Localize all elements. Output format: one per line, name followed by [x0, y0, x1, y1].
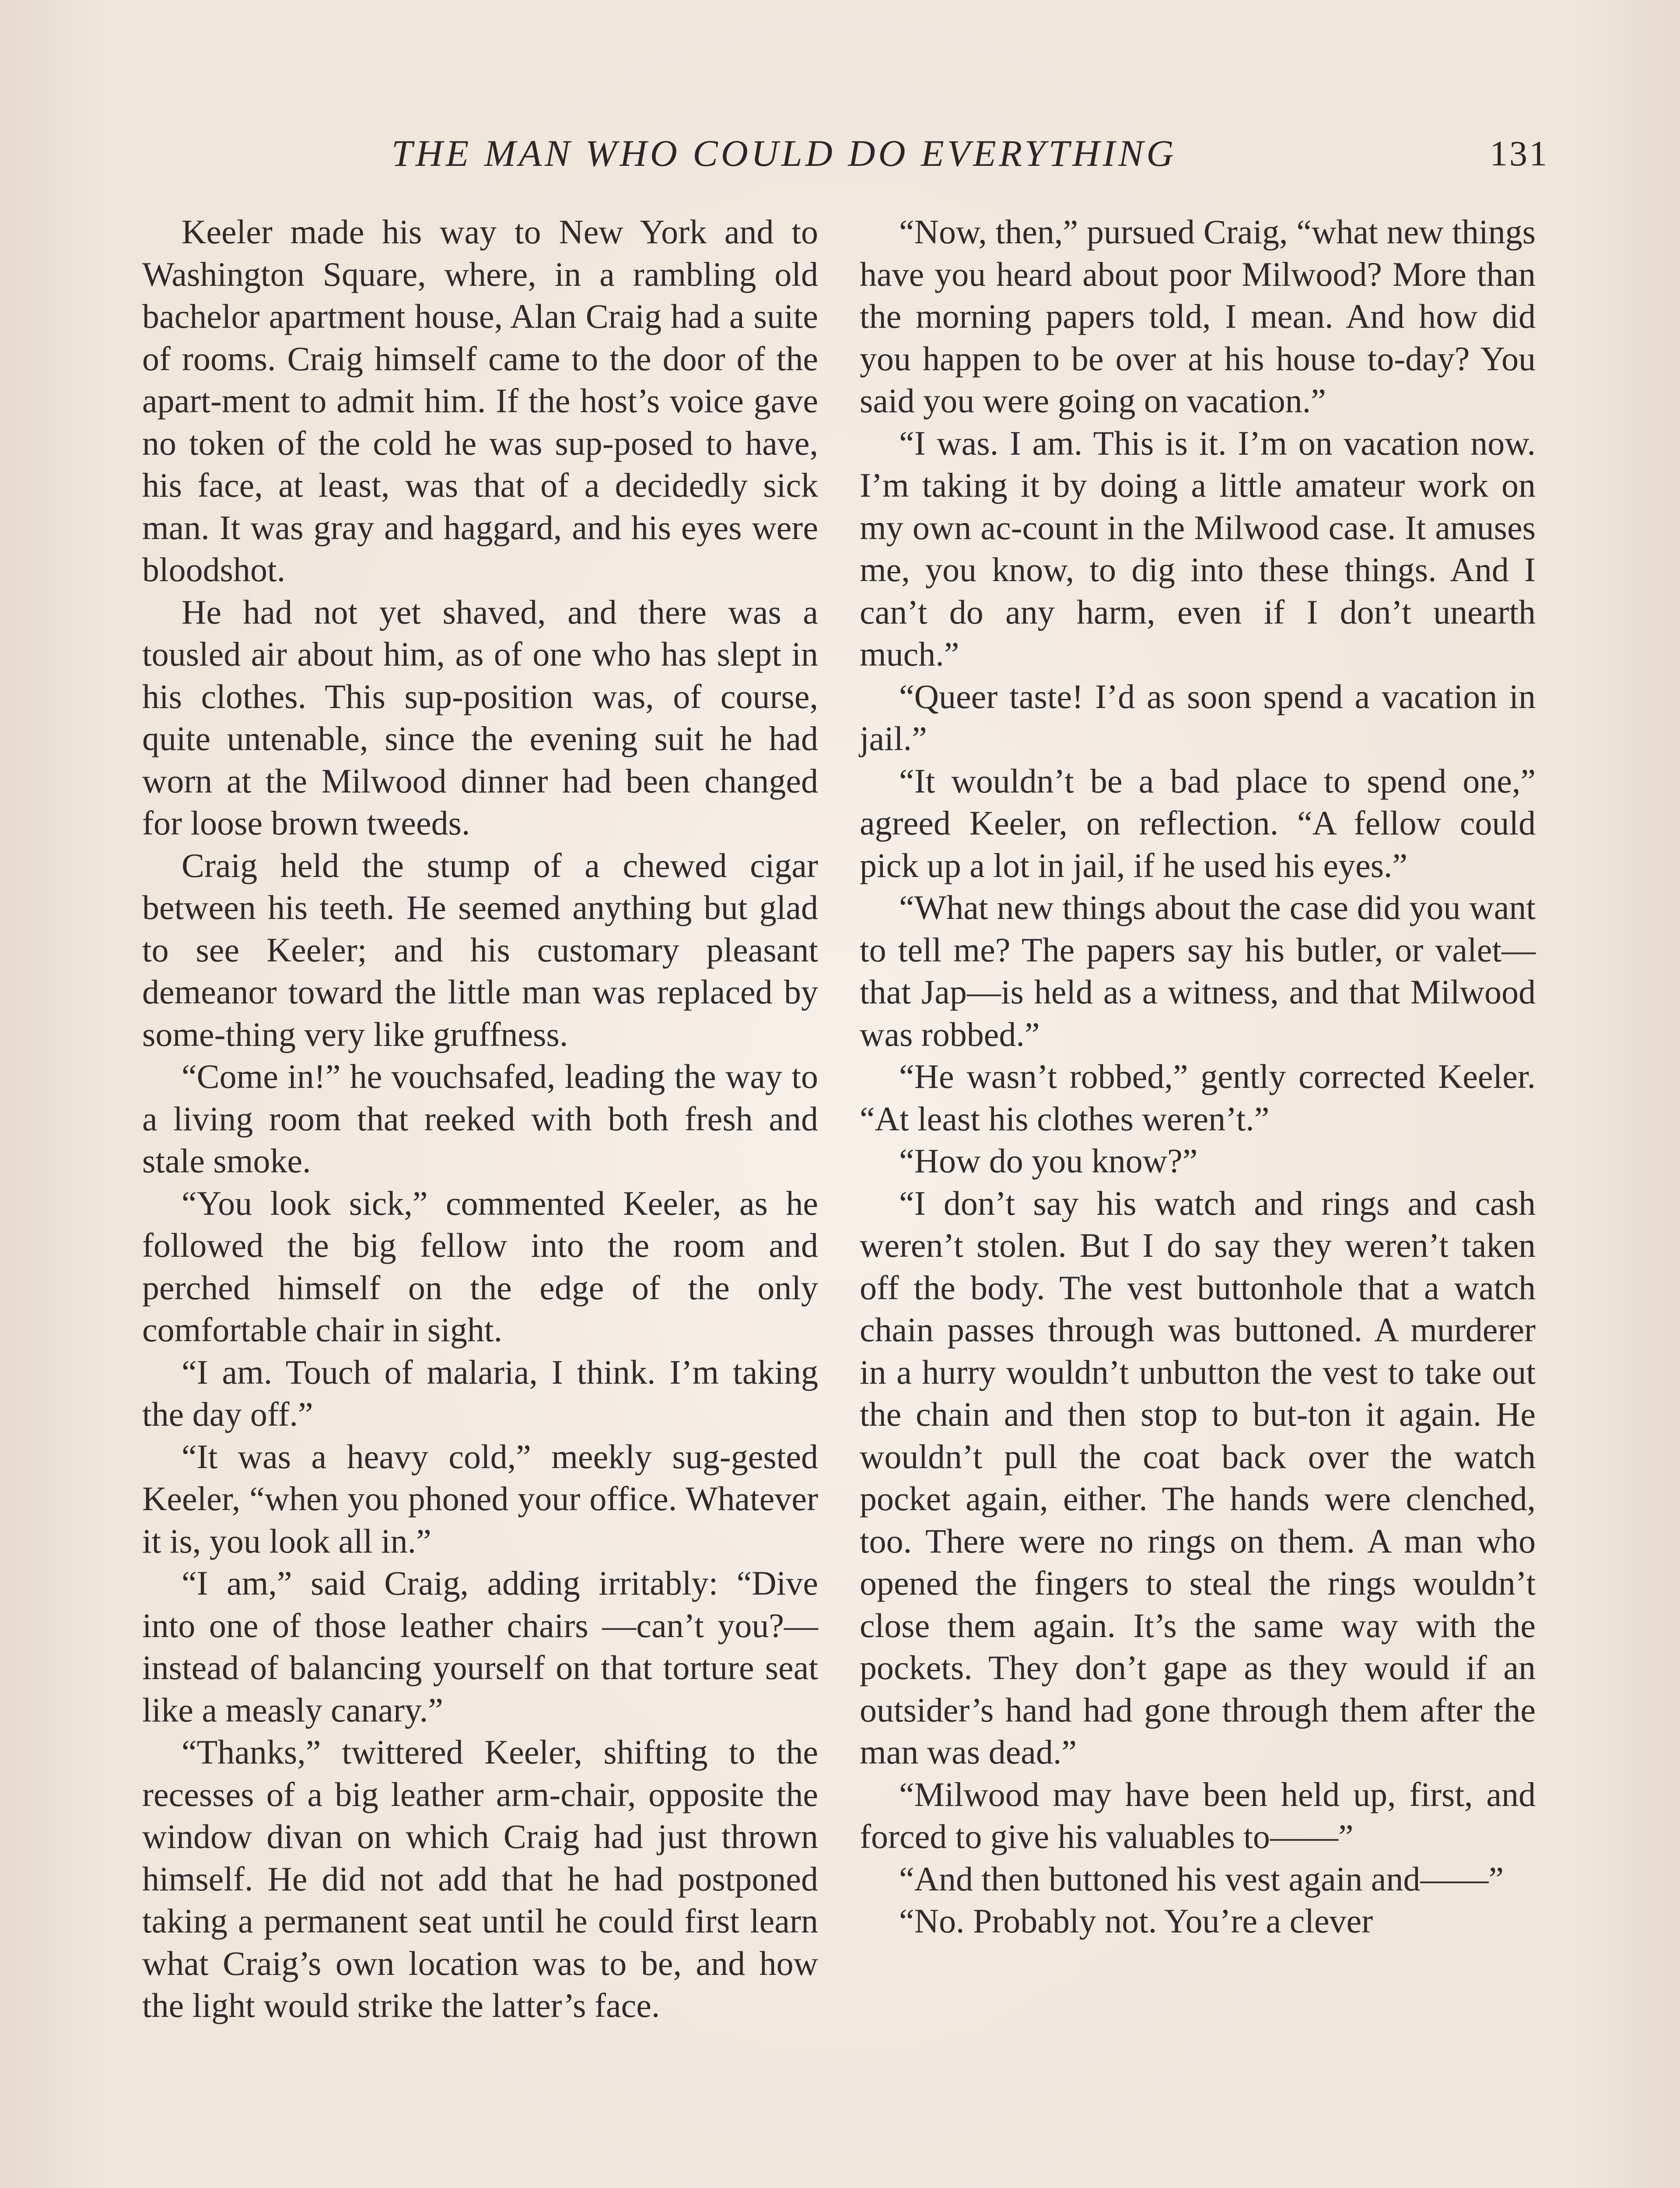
paragraph: “No. Probably not. You’re a clever: [899, 1902, 1373, 1940]
running-head: [131, 127, 1549, 188]
paragraph: “It wouldn’t be a bad place to spend one,” agreed Keeler, on reflection. “A fellow could pick up a lot in jail, if he used his eyes.”: [860, 761, 1536, 884]
paragraph: “I don’t say his watch and rings and cash weren’t stolen. But I do say they weren’t taken off the body. The vest buttonhole that a watch chain passes through was buttoned. A murderer in a hurry wouldn’t unbutton the vest to take out the chain and then stop to but-ton it again. He wouldn’t pull the coat back over the watch pocket again, either. The hands were clenched, too. There were no rings on them. A man who opened the fingers to steal the rings wouldn’t close them again. It’s the same way with the pockets. They don’t gape as they would if an outsider’s hand had gone through them after the man was dead.”: [860, 1184, 1536, 1771]
paragraph: “How do you know?”: [899, 1142, 1198, 1180]
paragraph: “Come in!” he vouchsafed, leading the way to a living room that reeked with both fresh and stale smoke.: [142, 1057, 818, 1180]
paragraph: “It was a heavy cold,” meekly sug-gested Keeler, “when you phoned your office. Whatever it is, you look all in.”: [142, 1437, 818, 1560]
running-title: THE MAN WHO COULD DO EVERYTHING: [392, 132, 1177, 174]
left-column: [142, 211, 818, 2027]
paragraph: “Now, then,” pursued Craig, “what new things have you heard about poor Milwood? More than the morning papers told, I mean. And how did you happen to be over at his house to-day? You said you were going on vacation.”: [860, 213, 1536, 420]
paragraph: “Thanks,” twittered Keeler, shifting to the recesses of a big leather arm-chair, opposite the window divan on which Craig had just thrown himself. He did not add that he had postponed taking a permanent seat until he could first learn what Craig’s own location was to be, and how the light would strike the latter’s face.: [142, 1733, 818, 2024]
paragraph: “I am. Touch of malaria, I think. I’m taking the day off.”: [142, 1353, 818, 1433]
paragraph: Keeler made his way to New York and to Washington Square, where, in a rambling old bachelor apartment house, Alan Craig had a suite of rooms. Craig himself came to the door of the apart-ment to admit him. If the host’s voice gave no token of the cold he was sup-posed to have, his face, at least, was that of a decidedly sick man. It was gray and haggard, and his eyes were bloodshot.: [142, 213, 818, 589]
paragraph: “I am,” said Craig, adding irritably: “Dive into one of those leather chairs —can’t you?—instead of balancing yourself on that torture seat like a measly canary.”: [142, 1564, 818, 1729]
page-number: 131: [1490, 133, 1549, 173]
paragraph: “And then buttoned his vest again and——”: [899, 1859, 1504, 1898]
right-column: [860, 211, 1536, 1943]
paragraph: “Queer taste! I’d as soon spend a vacation in jail.”: [860, 677, 1536, 757]
paragraph: “I was. I am. This is it. I’m on vacation now. I’m taking it by doing a little amateur work on my own ac-count in the Milwood case. It amuses me, you know, to dig into these things. And I can’t do any harm, even if I don’t unearth much.”: [860, 424, 1536, 673]
paragraph: “He wasn’t robbed,” gently corrected Keeler. “At least his clothes weren’t.”: [860, 1057, 1536, 1138]
paragraph: “Milwood may have been held up, first, and forced to give his valuables to——”: [860, 1775, 1536, 1855]
paragraph: Craig held the stump of a chewed cigar between his teeth. He seemed anything but glad to see Keeler; and his customary pleasant demeanor toward the little man was replaced by some-thing very like gruffness.: [142, 846, 818, 1053]
paragraph: “You look sick,” commented Keeler, as he followed the big fellow into the room and perched himself on the edge of the only comfortable chair in sight.: [142, 1184, 818, 1349]
paragraph: “What new things about the case did you want to tell me? The papers say his butler, or valet—that Jap—is held as a witness, and that Milwood was robbed.”: [860, 888, 1536, 1053]
paragraph: He had not yet shaved, and there was a tousled air about him, as of one who has slept in his clothes. This sup-position was, of course, quite untenable, since the evening suit he had worn at the Milwood dinner had been changed for loose brown tweeds.: [142, 593, 818, 842]
